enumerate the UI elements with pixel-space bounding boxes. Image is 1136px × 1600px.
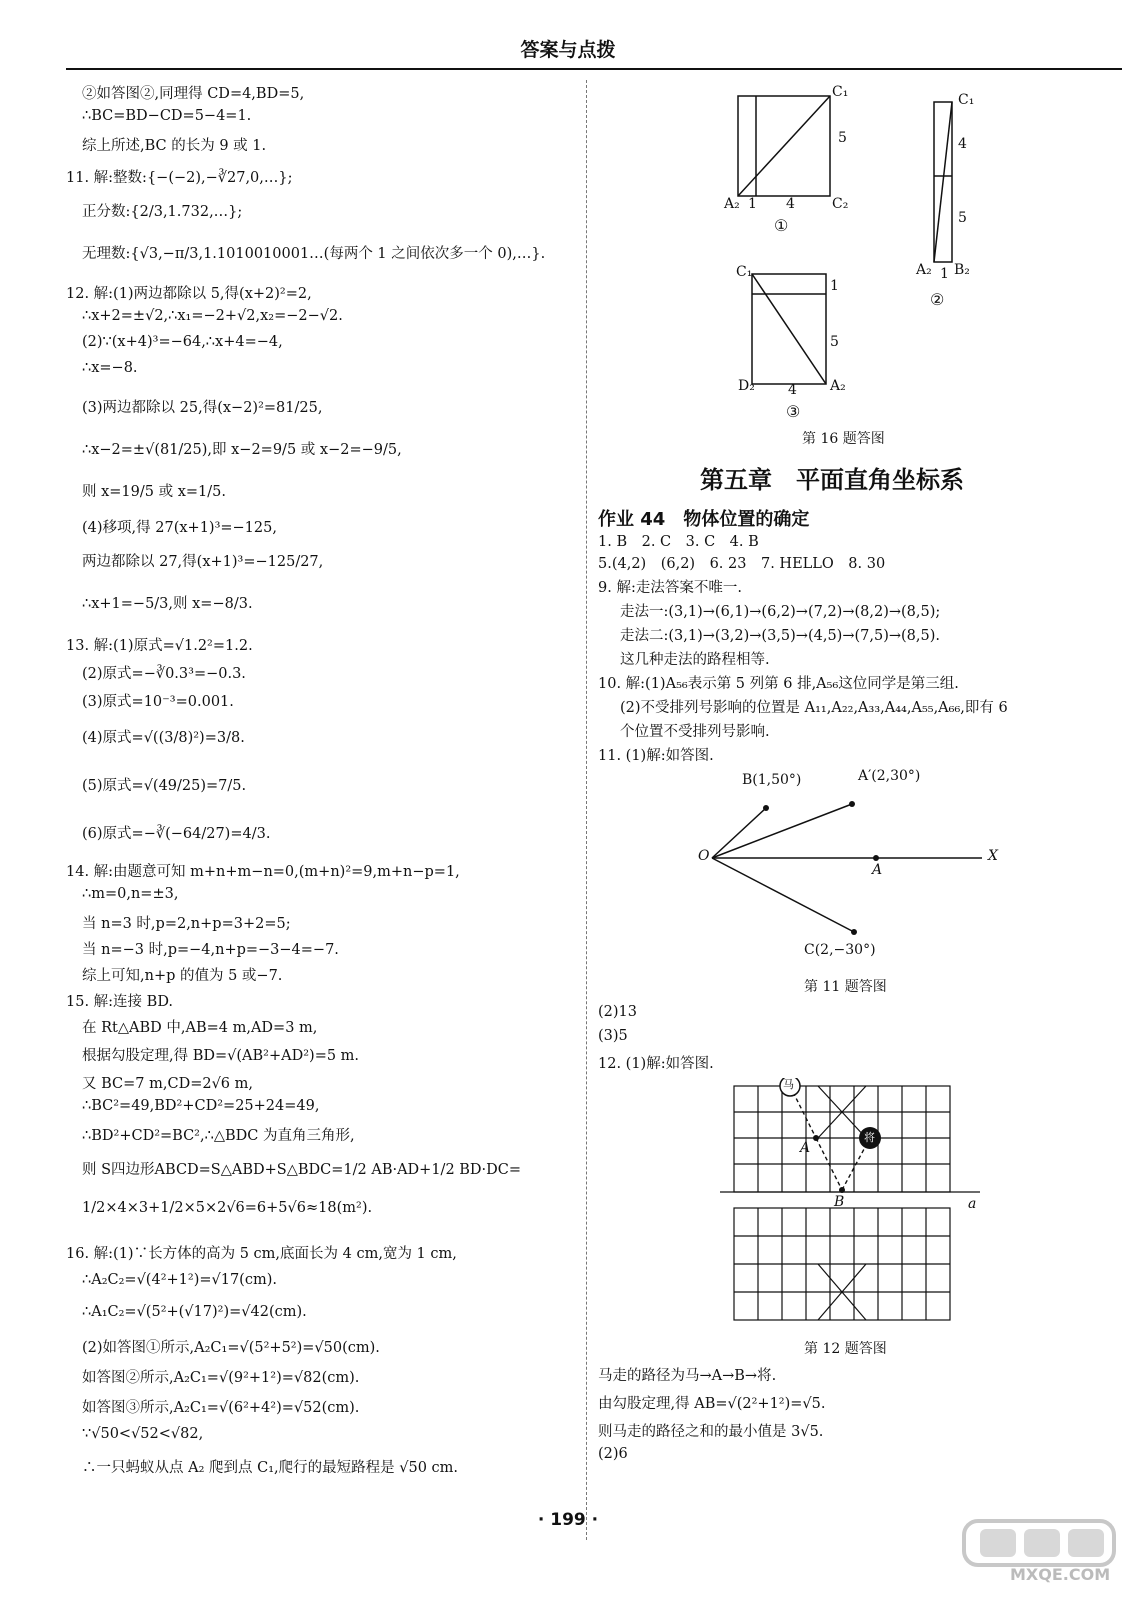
point-a <box>813 1135 819 1141</box>
text-line: 综上所述,BC 的长为 9 或 1. <box>82 138 267 154</box>
fig16-four-label: 4 <box>786 196 795 212</box>
text-line: ∴x=−8. <box>82 360 138 376</box>
horse-label: 马 <box>783 1078 794 1091</box>
fig16-five-label: 5 <box>830 334 839 350</box>
column-divider <box>586 80 587 1540</box>
text-line: 当 n=−3 时,p=−4,n+p=−3−4=−7. <box>82 942 339 958</box>
text-line: (3)原式=10⁻³=0.001. <box>82 694 234 710</box>
text-line: 1/2×4×3+1/2×5×2√6=6+5√6≈18(m²). <box>82 1200 373 1216</box>
text-line: (3)两边都除以 25,得(x−2)²=81/25, <box>82 400 323 416</box>
text-line: (2)原式=−∛0.3³=−0.3. <box>82 666 246 682</box>
text-line: 走法二:(3,1)→(3,2)→(3,5)→(4,5)→(7,5)→(8,5). <box>620 628 940 644</box>
text-line: ∴一只蚂蚁从点 A₂ 爬到点 C₁,爬行的最短路程是 √50 cm. <box>82 1460 459 1476</box>
general-label: 将 <box>864 1131 875 1144</box>
problem-14: 14. 解:由题意可知 m+n+m−n=0,(m+n)²=9,m+n−p=1, <box>66 864 460 880</box>
text-line: 由勾股定理,得 AB=√(2²+1²)=√5. <box>598 1396 826 1412</box>
point-c <box>851 929 857 935</box>
section-title: 作业 44 物体位置的确定 <box>598 509 810 530</box>
fig16-four-label: 4 <box>958 136 967 152</box>
fig16-four-label: 4 <box>788 382 797 398</box>
text-line: 如答图②所示,A₂C₁=√(9²+1²)=√82(cm). <box>82 1370 360 1386</box>
text-line: (2)如答图①所示,A₂C₁=√(5²+5²)=√50(cm). <box>82 1340 380 1356</box>
figure-16-caption: 第 16 题答图 <box>802 431 885 447</box>
text-line: 当 n=3 时,p=2,n+p=3+2=5; <box>82 916 291 932</box>
figure-16-panel-1 <box>738 96 830 196</box>
ray-oc <box>712 858 854 932</box>
text-line: (2)6 <box>598 1446 628 1462</box>
fig16-c1-label: C₁ <box>832 84 849 100</box>
fig12-a-line-label: a <box>968 1196 977 1212</box>
fig16-a2-label: A₂ <box>830 378 846 394</box>
text-line: 这几种走法的路程相等. <box>620 652 770 668</box>
figure-16-panel-2 <box>934 102 952 262</box>
problem-13: 13. 解:(1)原式=√1.2²=1.2. <box>66 638 253 654</box>
text-line: 1. B 2. C 3. C 4. B <box>598 534 759 550</box>
ray-oa-prime <box>712 804 852 858</box>
text-line: (2)13 <box>598 1004 637 1020</box>
point-b <box>763 805 769 811</box>
fig16-c1-label: C₁ <box>736 264 753 280</box>
text-line: ∴BC=BD−CD=5−4=1. <box>82 108 252 124</box>
fig11-o-label: O <box>698 848 710 864</box>
header-rule <box>66 68 1122 70</box>
text-line: 正分数:{2/3,1.732,…}; <box>82 204 243 220</box>
text-line: 12. (1)解:如答图. <box>598 1056 714 1072</box>
text-line: 11. (1)解:如答图. <box>598 748 714 764</box>
figure-11-caption: 第 11 题答图 <box>804 979 887 995</box>
page-number: · 199 · <box>537 1510 599 1530</box>
problem-16: 16. 解:(1)∵长方体的高为 5 cm,底面长为 4 cm,宽为 1 cm, <box>66 1246 457 1262</box>
text-line: 10. 解:(1)A₅₆表示第 5 列第 6 排,A₅₆这位同学是第三组. <box>598 676 959 692</box>
text-line: 根据勾股定理,得 BD=√(AB²+AD²)=5 m. <box>82 1048 360 1064</box>
text-line: (5)原式=√(49/25)=7/5. <box>82 778 247 794</box>
text-line: ∴BC²=49,BD²+CD²=25+24=49, <box>82 1098 320 1114</box>
text-line: 无理数:{√3,−π/3,1.1010010001…(每两个 1 之间依次多一个 0),…}. <box>82 246 546 262</box>
fig16-c2-label: C₂ <box>832 196 849 212</box>
text-line: 走法一:(3,1)→(6,1)→(6,2)→(7,2)→(8,2)→(8,5); <box>620 604 941 620</box>
point-a-prime <box>849 801 855 807</box>
figure-11-diagram <box>700 770 1000 960</box>
figure-16-diagrams <box>596 78 1116 458</box>
problem-11: 11. 解:整数:{−(−2),−∛27,0,…}; <box>66 170 293 186</box>
ray-ob <box>712 808 766 858</box>
text-line: 则马走的路径之和的最小值是 3√5. <box>598 1424 824 1440</box>
text-line: (3)5 <box>598 1028 628 1044</box>
text-line: (4)移项,得 27(x+1)³=−125, <box>82 520 277 536</box>
text-line: 综上可知,n+p 的值为 5 或−7. <box>82 968 283 984</box>
text-line: 马走的路径为马→A→B→将. <box>598 1368 777 1384</box>
fig11-b-label: B(1,50°) <box>742 772 802 788</box>
fig11-a-label: A <box>872 862 883 878</box>
text-line: 个位置不受排列号影响. <box>620 724 770 740</box>
text-line: (2)不受排列号影响的位置是 A₁₁,A₂₂,A₃₃,A₄₄,A₅₅,A₆₆,即有 6 <box>620 700 1008 716</box>
fig12-a-label: A <box>800 1140 811 1156</box>
fig16-one-label: 1 <box>748 196 757 212</box>
page-header: 答案与点拨 <box>520 39 616 61</box>
fig16-one-label: 1 <box>830 278 839 294</box>
text-line: 5.(4,2) (6,2) 6. 23 7. HELLO 8. 30 <box>598 556 886 572</box>
fig16-panel3-number: ③ <box>786 402 801 421</box>
point-a <box>873 855 879 861</box>
text-line: ∴x−2=±√(81/25),即 x−2=9/5 或 x−2=−9/5, <box>82 442 402 458</box>
fig16-panel1-number: ① <box>774 216 789 235</box>
fig16-one-label: 1 <box>940 266 949 282</box>
fig16-a2-label: A₂ <box>916 262 932 278</box>
fig12-b-label: B <box>834 1194 845 1210</box>
text-line: 如答图③所示,A₂C₁=√(6²+4²)=√52(cm). <box>82 1400 360 1416</box>
text-line: (2)∵(x+4)³=−64,∴x+4=−4, <box>82 334 283 350</box>
text-line: 9. 解:走法答案不唯一. <box>598 580 742 596</box>
text-line: 在 Rt△ABD 中,AB=4 m,AD=3 m, <box>82 1020 318 1036</box>
problem-12: 12. 解:(1)两边都除以 5,得(x+2)²=2, <box>66 286 312 302</box>
text-line: ∴A₁C₂=√(5²+(√17)²)=√42(cm). <box>82 1304 307 1320</box>
text-line: 又 BC=7 m,CD=2√6 m, <box>82 1076 253 1092</box>
fig11-a-prime-label: A′(2,30°) <box>858 768 921 784</box>
text-line: ∴x+2=±√2,∴x₁=−2+√2,x₂=−2−√2. <box>82 308 343 324</box>
fig16-panel2-number: ② <box>930 290 945 309</box>
text-line: 则 S四边形ABCD=S△ABD+S△BDC=1/2 AB·AD+1/2 BD·DC= <box>82 1162 522 1178</box>
text-line: 则 x=19/5 或 x=1/5. <box>82 484 226 500</box>
fig16-five-label: 5 <box>958 210 967 226</box>
figure-16-panel-3 <box>752 274 826 384</box>
fig16-b2-label: B₂ <box>954 262 970 278</box>
fig16-a2-label: A₂ <box>724 196 740 212</box>
text-line: ②如答图②,同理得 CD=4,BD=5, <box>82 86 305 102</box>
fig11-c-label: C(2,−30°) <box>804 942 876 958</box>
text-line: ∴x+1=−5/3,则 x=−8/3. <box>82 596 253 612</box>
board-grid <box>720 1086 980 1320</box>
watermark-text: MXQE.COM <box>1010 1565 1111 1584</box>
fig11-x-label: X <box>988 848 998 864</box>
fig16-five-label: 5 <box>838 130 847 146</box>
text-line: ∴A₂C₂=√(4²+1²)=√17(cm). <box>82 1272 277 1288</box>
text-line: 两边都除以 27,得(x+1)³=−125/27, <box>82 554 324 570</box>
text-line: ∴BD²+CD²=BC²,∴△BDC 为直角三角形, <box>82 1128 355 1144</box>
point-b <box>839 1187 845 1193</box>
text-line: ∴m=0,n=±3, <box>82 886 179 902</box>
fig16-d2-label: D₂ <box>738 378 755 394</box>
text-line: ∵√50<√52<√82, <box>82 1426 204 1442</box>
problem-15: 15. 解:连接 BD. <box>66 994 174 1010</box>
text-line: (4)原式=√((3/8)²)=3/8. <box>82 730 245 746</box>
fig16-c1-label: C₁ <box>958 92 975 108</box>
figure-12-chessboard <box>720 1078 990 1328</box>
figure-12-caption: 第 12 题答图 <box>804 1341 887 1357</box>
chapter-title: 第五章 平面直角坐标系 <box>700 466 964 494</box>
text-line: (6)原式=−∛(−64/27)=4/3. <box>82 826 271 842</box>
